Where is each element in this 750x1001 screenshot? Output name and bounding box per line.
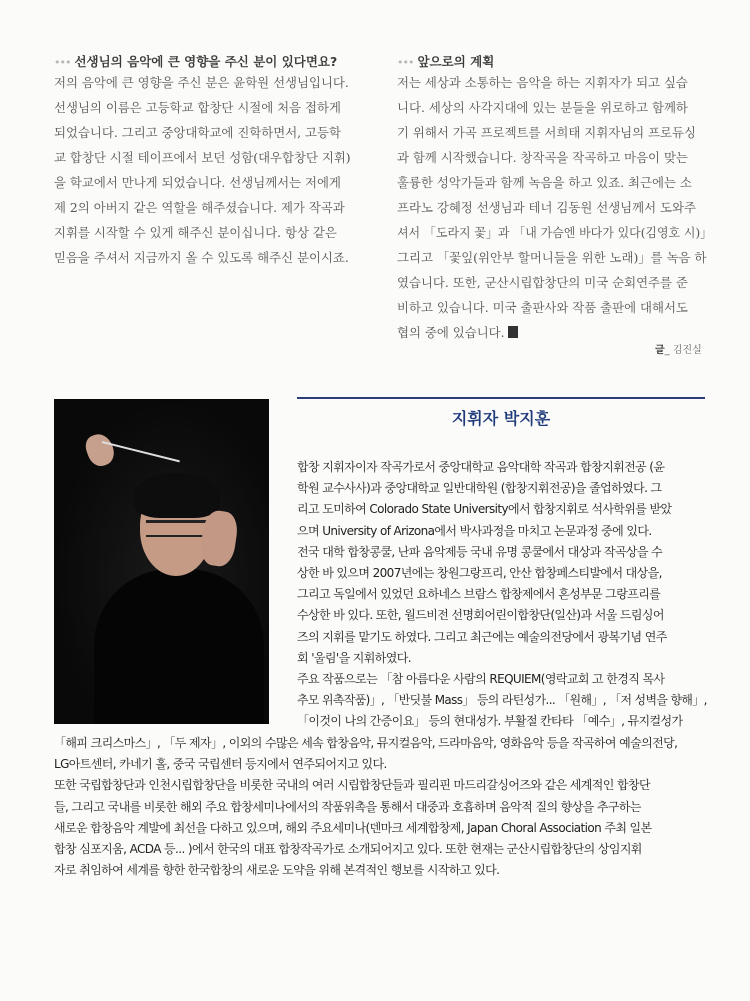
bio-line: 「이것이 나의 간증이요」 등의 현대성가. 부활절 칸타타 「예수」, 뮤지컬성가 (297, 714, 683, 729)
text-line: 제 2의 아버지 같은 역할을 해주셨습니다. 제가 작곡과 (54, 200, 345, 215)
bio-line: 주요 작품으로는 「참 아름다운 사람의 REQUIEM(영락교회 고 한경직 목사 (297, 672, 665, 687)
bio-line: 그리고 독일에서 있었던 요하네스 브람스 합창제에서 혼성부문 그랑프리를 (297, 587, 661, 602)
credit-name: 김진실 (672, 345, 702, 356)
text-line: 니다. 세상의 사각지대에 있는 분들을 위로하고 함께하 (397, 100, 688, 115)
bio-line: 합창 심포지움, ACDA 등... )에서 한국의 대표 합창작곡가로 소개되어지고 있다. 또한 현재는 군산시립합창단의 상임지휘 (54, 842, 642, 857)
bio-line: 자로 취임하여 세계를 향한 한국합창의 새로운 도약을 위해 본격적인 행보를 시작하고 있다. (54, 863, 500, 878)
text-line: 교 합창단 시절 테이프에서 보던 성함(대우합창단 지휘) (54, 150, 351, 165)
text-line: 그리고 「꽃잎(위안부 할머니들을 위한 노래)」를 녹음 하 (397, 250, 707, 265)
text-line: 기 위해서 가곡 프로젝트를 서희태 지휘자님의 프로듀싱 (397, 125, 696, 140)
text-line: 선생님의 이름은 고등학교 합창단 시절에 처음 접하게 (54, 100, 341, 115)
photo-hand-shape (82, 431, 117, 470)
text-line: 믿음을 주셔서 지금까지 올 수 있도록 해주신 분이시죠. (54, 250, 349, 265)
text-line: 을 학교에서 만나게 되었습니다. 선생님께서는 저에게 (54, 175, 341, 190)
text-line: 저의 음악에 큰 영향을 주신 분은 윤학원 선생님입니다. (54, 75, 349, 90)
bio-line: 수상한 바 있다. 또한, 월드비전 선명회어린이합창단(일산)과 서울 드림싱어 (297, 608, 664, 623)
bio-line: 들, 그리고 국내를 비롯한 해외 주요 합창세미나에서의 작품위촉을 통해서 대중과 호흡하며 음악적 질의 향상을 추구하는 (54, 799, 641, 814)
text-line: 과 함께 시작했습니다. 창작곡을 작곡하고 마음이 맞는 (397, 150, 688, 165)
text-line: 저는 세상과 소통하는 음악을 하는 지휘자가 되고 싶습 (397, 75, 688, 90)
bio-line: 또한 국립합창단과 인천시립합창단을 비롯한 국내의 여러 시립합창단들과 필리핀 마드리갈싱어즈와 같은 세계적인 합창단 (54, 778, 650, 793)
interview-plan-heading (397, 52, 494, 70)
bio-line: 새로운 합창음악 계발에 최선을 다하고 있으며, 해외 주요세미나(덴마크 세계합창제, Japan Choral Association 주최 일본 (54, 820, 652, 835)
text-line: 셔서 「도라지 꽃」과 「내 가슴엔 바다가 있다(김영호 시)」 (397, 225, 713, 240)
bullet-dots-icon: ••• (397, 56, 414, 69)
text-line: 지휘를 시작할 수 있게 해주신 분이십니다. 항상 같은 (54, 225, 337, 240)
bio-line: 으며 University of Arizona에서 박사과정을 마치고 논문과정 중에 있다. (297, 523, 652, 538)
conductor-photo (54, 399, 269, 724)
text-line: 비하고 있습니다. 미국 출판사와 작품 출판에 대해서도 (397, 300, 688, 315)
bio-line: 회 '울림'을 지휘하였다. (297, 650, 411, 665)
text-line: 프라노 강혜정 선생님과 테너 김동원 선생님께서 도와주 (397, 200, 696, 215)
end-mark-icon (508, 326, 518, 338)
bio-line: 상한 바 있으며 2007년에는 창원그랑프리, 안산 합창페스티발에서 대상을, (297, 566, 662, 581)
question-text: 선생님의 음악에 큰 영향을 주신 분이 있다면요? (74, 54, 338, 69)
credit-label: 글 (655, 345, 665, 356)
photo-body-shape (94, 569, 264, 724)
question-text: 앞으로의 계획 (417, 54, 495, 69)
bio-line: 전국 대학 합창콩쿨, 난파 음악제등 국내 유명 콩쿨에서 대상과 작곡상을 수 (297, 544, 663, 559)
bio-line: 즈의 지휘를 맡기도 하였다. 그리고 최근에는 예술의전당에서 광복기념 연주 (297, 629, 667, 644)
profile-bio-wide (54, 733, 714, 881)
author-credit: 글_ 김진실 (655, 345, 702, 356)
bio-line: 추모 위촉작품)」, 「반딧불 Mass」 등의 라틴성가... 「원해」, 「저 성벽을 향해」, (297, 693, 707, 708)
bio-line: LG아트센터, 카네기 홀, 중국 국립센터 등지에서 연주되어지고 있다. (54, 757, 387, 772)
bio-line: 합창 지휘자이자 작곡가로서 중앙대학교 음악대학 작곡과 합창지휘전공 (윤 (297, 460, 665, 474)
photo-hair-shape (134, 473, 220, 518)
profile-bio-narrow (297, 457, 707, 733)
profile-title: 지휘자 박지훈 (451, 409, 551, 428)
bullet-dots-icon: ••• (54, 56, 71, 69)
text-line: 훌륭한 성악가들과 함께 녹음을 하고 있죠. 최근에는 소 (397, 175, 692, 190)
text-line-last-text: 협의 중에 있습니다. (397, 325, 505, 340)
bio-line: 학원 교수사사)과 중앙대학교 일반대학원 (합창지휘전공)을 졸업하였다. 그 (297, 481, 662, 496)
interview-question-heading (54, 52, 337, 70)
text-line: 였습니다. 또한, 군산시립합창단의 미국 순회연주를 준 (397, 275, 688, 290)
text-line: 되었습니다. 그리고 중앙대학교에 진학하면서, 고등학 (54, 125, 341, 140)
bio-line: 「해피 크리스마스」, 「두 제자」, 이외의 수많은 세속 합창음악, 뮤지컬음악, 드라마음악, 영화음악 등을 작곡하여 예술의전당, (54, 736, 678, 750)
interview-answer-1 (54, 70, 374, 270)
section-divider (297, 397, 705, 399)
bio-line: 리고 도미하여 Colorado State University에서 합창지휘로 석사학위를 받았 (297, 502, 672, 517)
photo-glasses-shape (146, 520, 208, 537)
interview-answer-2 (397, 70, 712, 345)
